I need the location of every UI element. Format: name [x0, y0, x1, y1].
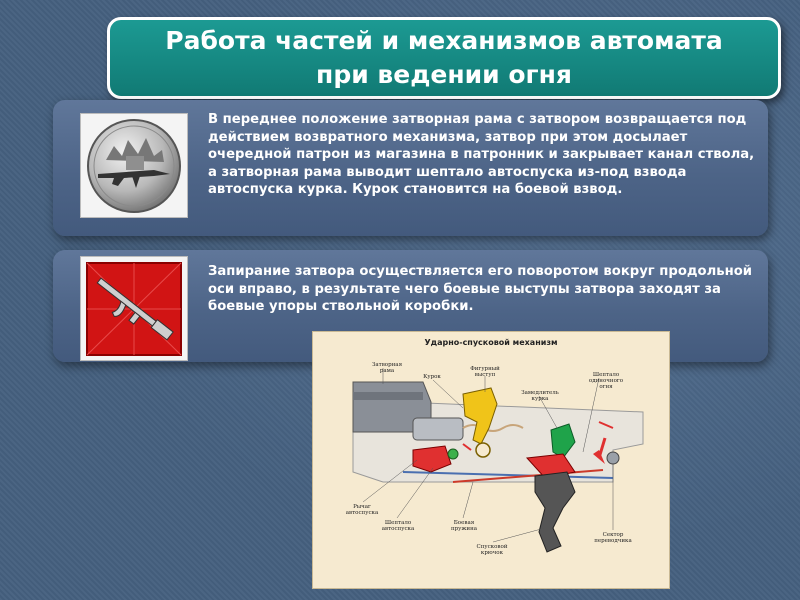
coin-rifle-icon	[84, 116, 184, 216]
diagram-title: Ударно-спусковой механизм	[424, 338, 558, 347]
label-single-fire-sear: Шептало одиночного огня	[588, 372, 624, 390]
info-card-1	[53, 100, 768, 236]
label-selector: Сектор переводчика	[594, 532, 632, 544]
label-hammer: Курок	[423, 374, 441, 380]
label-autosear: Шептало автоспуска	[381, 520, 415, 532]
slide-title-line1: Работа частей и механизмов автомата	[165, 26, 723, 55]
card-1-text: В переднее положение затворная рама с затвором возвращается под действием возвратного механизма, затвор при этом досылает очередной патрон из магазина в патронник и закрывает канал ствола, а затворная рама выводит шептало автоспуска из-под взвода автоспуска курка. Курок становится на боевой взвод.	[208, 112, 755, 198]
coin-image	[80, 113, 188, 218]
slide-title-line2: при ведении огня	[316, 60, 572, 89]
label-shaped-lug: Фигурный выступ	[470, 366, 500, 378]
rifle-badge-icon	[85, 261, 183, 357]
rifle-badge-image	[80, 256, 188, 361]
trigger-mechanism-diagram	[312, 331, 670, 589]
label-bolt-frame: Затворная рама	[371, 362, 403, 374]
slide-title-box	[107, 17, 781, 99]
label-hammer-retarder: Замедлитель курка	[521, 390, 559, 402]
label-trigger: Спусковой крючок	[476, 544, 508, 556]
label-autosear-lever: Рычаг автоспуска	[345, 504, 379, 516]
label-mainspring: Боевая пружина	[450, 520, 478, 532]
card-2-text: Запирание затвора осуществляется его поворотом вокруг продольной оси вправо, в результате чего боевые выступы затвора заходят за боевые упоры ствольной коробки.	[208, 264, 753, 315]
